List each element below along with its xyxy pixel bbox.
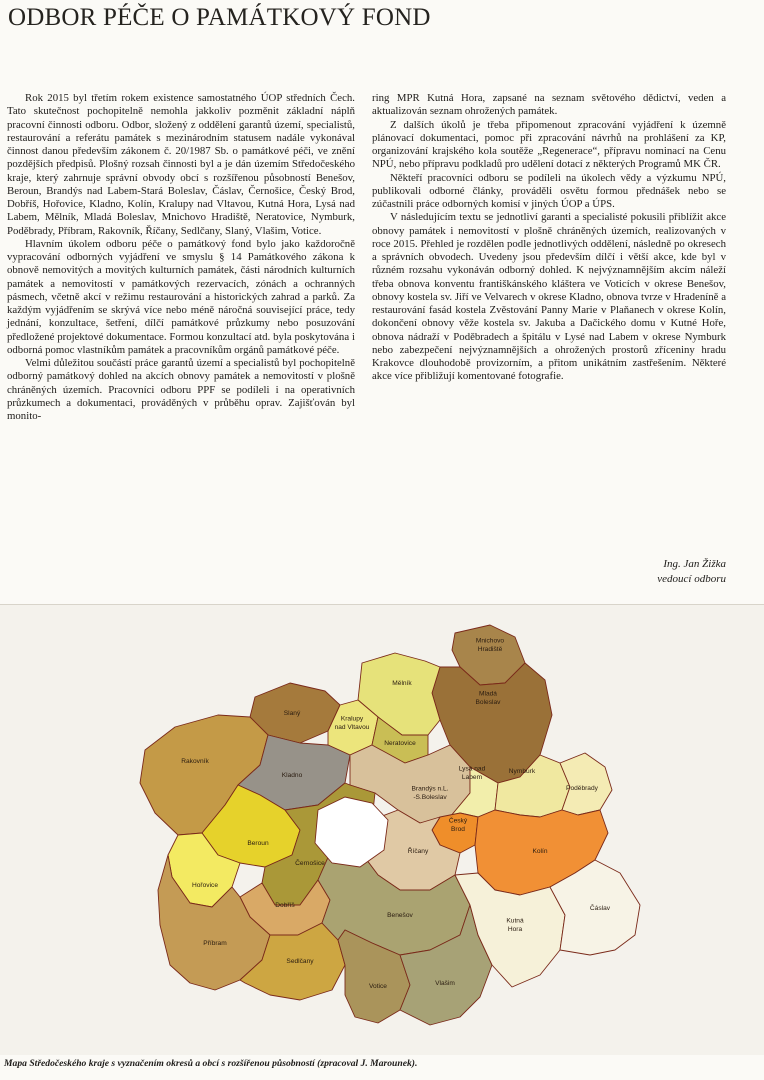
district-label-slany: Slaný <box>283 710 301 717</box>
district-label-mlada-boleslav: Mladá Boleslav <box>475 690 501 706</box>
district-label-kralupy: Kralupy nad Vltavou <box>334 715 370 731</box>
overview-paragraph: V následujícím textu se jednotliví garanti a specialisté pokusili přiblížit akce obnovy památek i nemovitostí v plošně chráněných územích, realizovaných v roce 2015. Přehled je rozdělen podle jednotlivých oddělení, následně po okresech a správních obvodech. Uvedeny jsou především dílčí i větší akce, kde byl v různém rozsahu vykonáván odborný dohled. K nejvýznamnějším akcím náleží třeba obnova konventu františkánského kláštera ve Voticích v okrese Benešov, obnovy kostela sv. Jiří ve Velvarech v okrese Kladno, obnova tvrze v Hradeníně a restaurování fasád kostela Zvěstování Panny Marie v Plaňanech v okrese Kolín, dokončení obnovy věže kostela sv. Jakuba a Dačického domu v Kutné Hoře, obnova nádraží v Poděbradech a špitálu v Lysé nad Labem v okrese Nymburk nebo zabezpečení nejvýznamnějších a ohrožených prostorů zříceniny hradu Krakovce dlouhodobě provizorním, a přitom unikátním zastřešením. Některé akce více přibližují komentované fotografie. <box>372 211 726 383</box>
left-text-column <box>7 92 355 423</box>
district-map-svg <box>0 605 764 1055</box>
district-label-ricany: Říčany <box>407 848 429 855</box>
signature-name: Ing. Jan Žižka <box>663 558 726 570</box>
district-label-vlasim: Vlašim <box>435 980 455 987</box>
signature-role: vedoucí odboru <box>657 573 726 585</box>
district-label-beroun: Beroun <box>247 840 269 847</box>
district-label-mnichovo-hradiste: Mnichovo Hradiště <box>475 637 505 653</box>
district-label-dobris: Dobříš <box>275 902 295 909</box>
district-label-votice: Votice <box>369 983 387 990</box>
other-tasks-paragraph: Z dalších úkolů je třeba připomenout zpracování vyjádření k územně plánovací dokumentaci, pomoc při zpracování návrhů na prohlášení za KP, organizování krajského kola soutěže „Regenerace“, přípravu nominací na Cenu NPÚ, nebo přípravu podkladů pro udělení dotací z některých Programů MK ČR. <box>372 118 726 171</box>
research-paragraph: Někteří pracovníci odboru se podíleli na úkolech vědy a výzkumu NPÚ, publikovali odborné články, prováděli osvětu formou přednášek nebo se zúčastnili práce odborných komisí v jiných ÚOP a ÚPS. <box>372 171 726 210</box>
district-label-neratovice: Neratovice <box>384 740 416 747</box>
district-label-rakovnik: Rakovník <box>181 758 209 765</box>
district-label-brandys: Brandýs n.L. -S.Boleslav <box>411 785 449 801</box>
district-label-cesky-brod: Český Brod <box>448 817 468 833</box>
district-label-sedlcany: Sedlčany <box>286 958 314 965</box>
district-label-horovice: Hořovice <box>191 882 219 889</box>
district-label-cernosice: Černošice <box>295 860 325 867</box>
district-label-melnik: Mělník <box>392 680 412 687</box>
main-task-paragraph: Hlavním úkolem odboru péče o památkový fond bylo jako každoročně vypracování odborných vyjádření ve smyslu § 14 Památkového zákona k obnově nemovitých a movitých kulturních památek, části národních kulturních památek a nemovitostí v památkových rezervacích, zónách a ochranných pásmech, včetně akcí v režimu restaurování a historických zahrad a parků. Za každým vyjádřením se skrývá více nebo méně náročná související práce, tedy jednání, konzultace, šetření, dílčí památkové průzkumy nebo posuzování předložené projektové dokumentace. Formou konzultací atd. byla poskytována i odborná pomoc vlastníkům památek a pracovníkům orgánů památkové péče. <box>7 237 355 356</box>
district-label-benesov: Benešov <box>387 912 413 919</box>
district-label-podebrady: Poděbrady <box>566 785 598 792</box>
district-label-kolin: Kolín <box>532 848 548 855</box>
district-label-caslav: Čáslav <box>589 905 611 912</box>
district-label-lysa: Lysá nad Labem <box>458 765 486 781</box>
region-map <box>0 604 764 1055</box>
district-label-kutna-hora: Kutná Hora <box>506 917 524 933</box>
district-shapes <box>140 625 640 1025</box>
monitoring-paragraph: ring MPR Kutná Hora, zapsané na seznam světového dědictví, veden a aktualizován seznam ohrožených památek. <box>372 92 726 118</box>
map-caption: Mapa Středočeského kraje s vyznačením okresů a obcí s rozšířenou působností (zpracoval J. Marounek). <box>4 1058 418 1069</box>
district-label-nymburk: Nymburk <box>508 768 536 775</box>
page-title: ODBOR PÉČE O PAMÁTKOVÝ FOND <box>8 4 431 31</box>
district-label-kladno: Kladno <box>281 772 303 779</box>
supervision-paragraph: Velmi důležitou součástí práce garantů území a specialistů byl pochopitelně odborný památkový dohled na akcích obnovy památek a nemovitostí v plošně chráněných územích. Pracovníci odboru PPF se podíleli i na operativních průzkumech a dokumentaci, prováděných v průběhu oprav. Zajišťován byl monito- <box>7 357 355 422</box>
intro-paragraph: Rok 2015 byl třetím rokem existence samostatného ÚOP středních Čech. Tato skutečnost pochopitelně nemohla jakkoliv pozměnit základní náplň pracovní činnosti odboru. Odbor, složený z oddělení garantů území, specialistů, restaurování a referátu památek s mezinárodním statusem nadále vykonával činnost danou především zákonem č. 20/1987 Sb. o památkové péči, ve znění pozdějších předpisů. Plošný rozsah činnosti byl a je dán územím Středočeského kraje, který zahrnuje správní obvody obcí s rozšířenou působností Benešov, Beroun, Brandýs nad Labem-Stará Boleslav, Čáslav, Černošice, Český Brod, Dobříš, Hořovice, Kladno, Kolín, Kralupy nad Vltavou, Kutná Hora, Lysá nad Labem, Mělník, Mladá Boleslav, Mnichovo Hradiště, Neratovice, Nymburk, Poděbrady, Příbram, Rakovník, Říčany, Sedlčany, Slaný, Vlašim, Votice. <box>7 92 355 237</box>
right-text-column <box>372 92 726 384</box>
district-label-pribram: Příbram <box>203 940 227 947</box>
signature-block <box>560 557 726 587</box>
